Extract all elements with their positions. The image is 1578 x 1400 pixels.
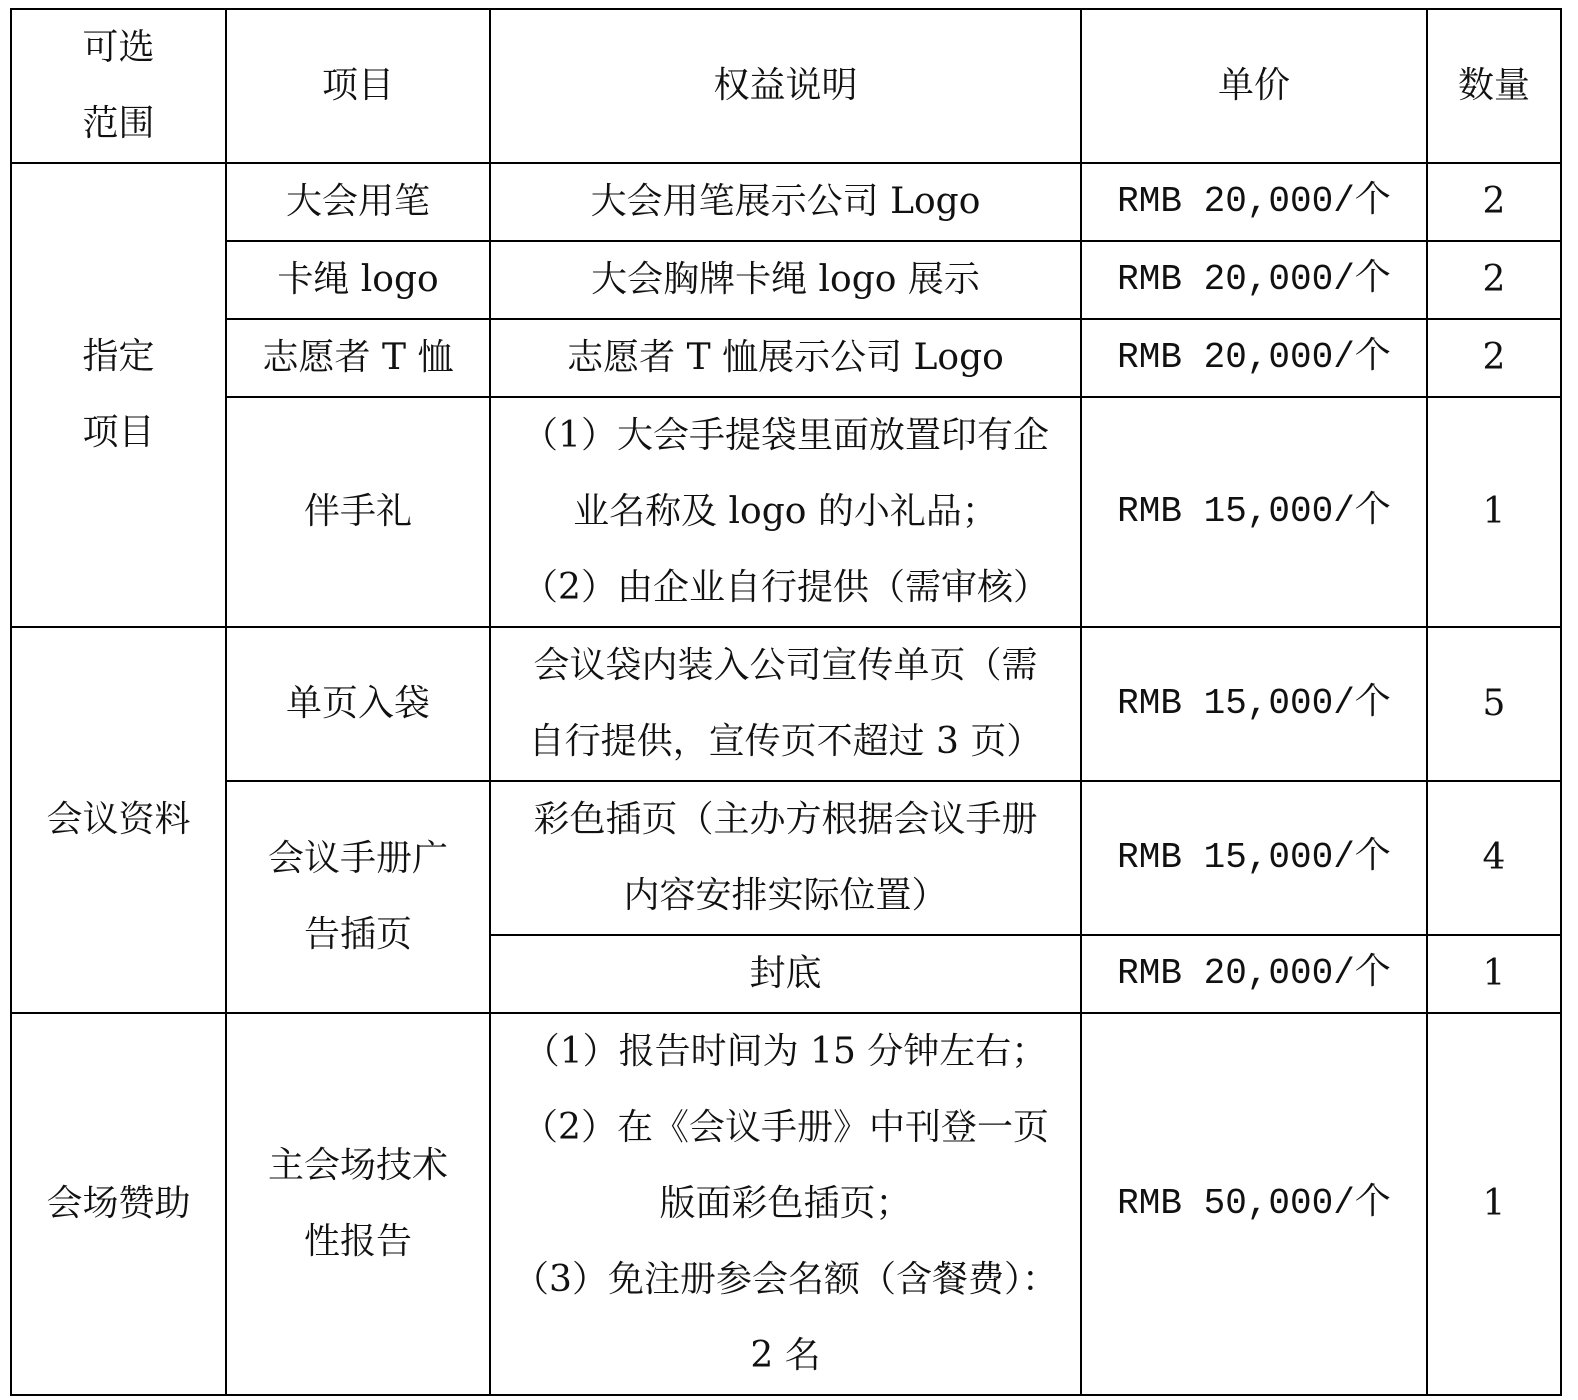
quantity-cell: 1 [1427,397,1561,627]
price-cell: RMB 20,000/个 [1081,241,1427,319]
header-scope-line1: 可选 [82,27,155,68]
table-row [11,319,1561,397]
benefit-line: （2）在《会议手册》中刊登一页 [522,1107,1049,1148]
quantity-cell: 4 [1427,781,1561,935]
header-scope [11,9,226,163]
item-line: 性报告 [303,1221,412,1262]
benefit-line: 内容安排实际位置） [623,875,948,916]
item-line: 会议手册广 [267,838,448,879]
price-cell: RMB 15,000/个 [1081,397,1427,627]
benefit-cell [490,627,1081,781]
price-cell: RMB 20,000/个 [1081,319,1427,397]
quantity-cell: 2 [1427,319,1561,397]
benefit-line: 会议袋内装入公司宣传单页（需 [533,645,1038,686]
table-row [11,241,1561,319]
price-cell: RMB 20,000/个 [1081,163,1427,241]
benefit-cell: 封底 [490,935,1081,1013]
benefit-cell: 大会胸牌卡绳 logo 展示 [490,241,1081,319]
benefit-cell [490,1013,1081,1395]
scope-line1: 指定 [82,336,155,377]
benefit-line: 自行提供，宣传页不超过 3 页） [528,721,1043,762]
group-scope-materials: 会议资料 [11,627,226,1013]
item-line: 主会场技术 [267,1145,448,1186]
quantity-cell: 2 [1427,241,1561,319]
header-benefit: 权益说明 [490,9,1081,163]
quantity-cell: 1 [1427,1013,1561,1395]
benefit-line: 版面彩色插页； [659,1183,912,1224]
table-row [11,781,1561,935]
price-cell: RMB 20,000/个 [1081,935,1427,1013]
benefit-line: （1）报告时间为 15 分钟左右； [523,1031,1048,1072]
scope-line2: 项目 [82,412,155,453]
header-scope-line2: 范围 [82,103,155,144]
table-row [11,627,1561,781]
sponsorship-table [10,8,1562,1396]
price-cell: RMB 50,000/个 [1081,1013,1427,1395]
header-price: 单价 [1081,9,1427,163]
benefit-cell [490,781,1081,935]
benefit-line: 2 名 [750,1335,821,1376]
group-scope-venue: 会场赞助 [11,1013,226,1395]
header-item: 项目 [226,9,490,163]
benefit-line: 业名称及 logo 的小礼品； [573,491,998,532]
item-cell: 伴手礼 [226,397,490,627]
quantity-cell: 1 [1427,935,1561,1013]
group-scope-designated [11,163,226,627]
item-cell [226,1013,490,1395]
table-row [11,397,1561,627]
quantity-cell: 2 [1427,163,1561,241]
item-cell [226,781,490,1013]
table-row [11,1013,1561,1395]
price-cell: RMB 15,000/个 [1081,627,1427,781]
price-cell: RMB 15,000/个 [1081,781,1427,935]
item-cell: 卡绳 logo [226,241,490,319]
item-cell: 单页入袋 [226,627,490,781]
header-row [11,9,1561,163]
benefit-cell: 志愿者 T 恤展示公司 Logo [490,319,1081,397]
benefit-cell: 大会用笔展示公司 Logo [490,163,1081,241]
table-row [11,163,1561,241]
header-quantity: 数量 [1427,9,1561,163]
benefit-line: （1）大会手提袋里面放置印有企 [522,415,1049,456]
benefit-line: 彩色插页（主办方根据会议手册 [533,799,1038,840]
benefit-cell [490,397,1081,627]
quantity-cell: 5 [1427,627,1561,781]
benefit-line: （3）免注册参会名额（含餐费）： [513,1259,1058,1300]
benefit-line: （2）由企业自行提供（需审核） [522,567,1049,608]
item-cell: 大会用笔 [226,163,490,241]
item-line: 告插页 [303,914,412,955]
item-cell: 志愿者 T 恤 [226,319,490,397]
